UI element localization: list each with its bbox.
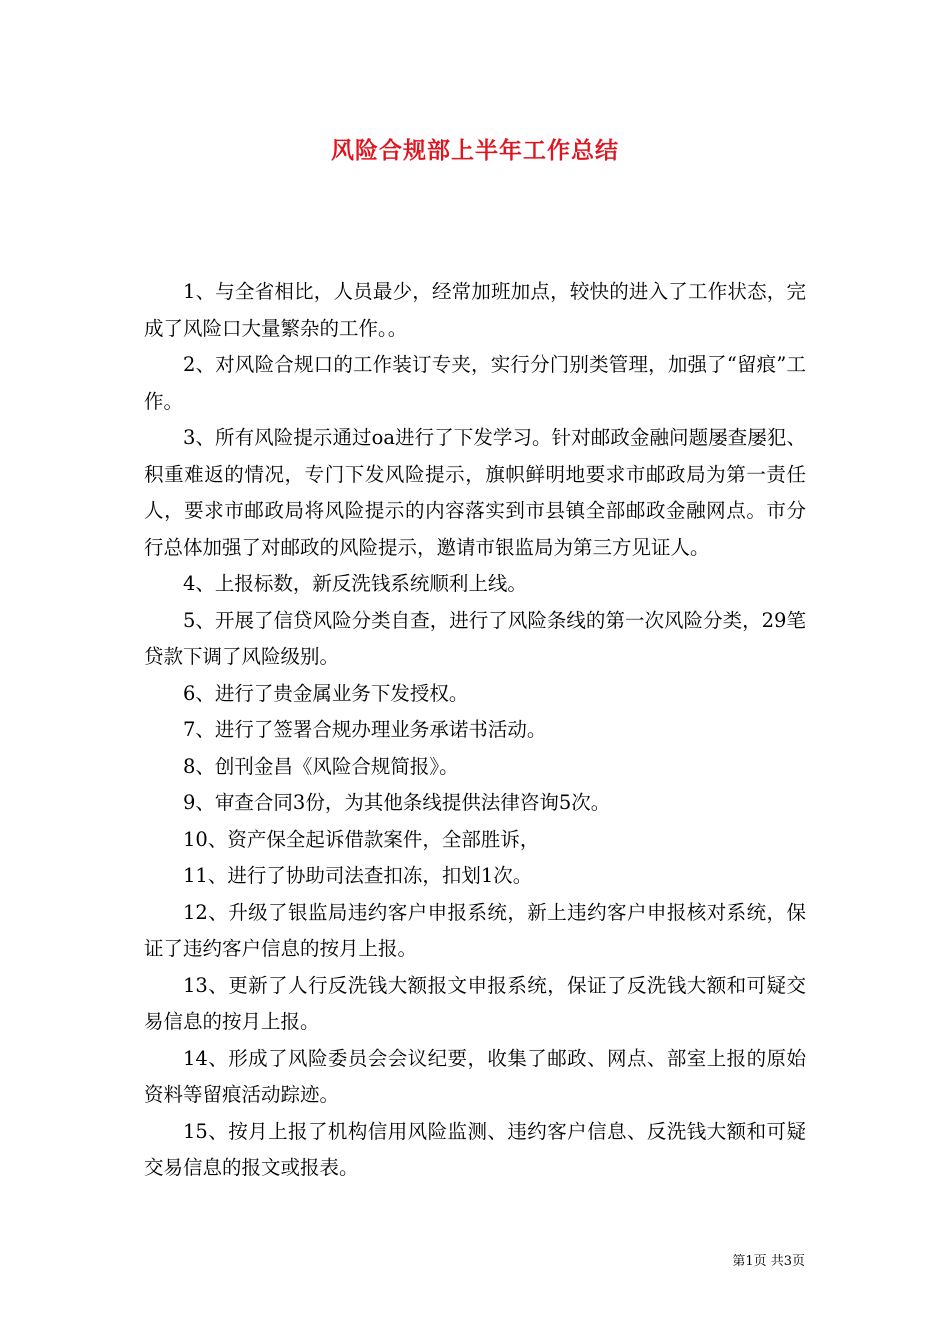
paragraph-4: 4、上报标数，新反洗钱系统顺利上线。 <box>183 572 527 595</box>
paragraph-15: 15、按月上报了机构信用风险监测、违约客户信息、反洗钱大额和可疑交易信息的报文或报表。 <box>144 1119 806 1179</box>
paragraph-14: 14、形成了风险委员会会议纪要，收集了邮政、网点、部室上报的原始资料等留痕活动踪迹。 <box>144 1046 806 1106</box>
paragraph-9: 9、审查合同3份，为其他条线提供法律咨询5次。 <box>183 791 611 814</box>
document-title: 风险合规部上半年工作总结 <box>331 138 619 164</box>
paragraph-12: 12、升级了银监局违约客户申报系统，新上违约客户申报核对系统，保证了违约客户信息的按月上报。 <box>144 900 806 960</box>
paragraph-7: 7、进行了签署合规办理业务承诺书活动。 <box>183 718 547 741</box>
document-body <box>144 274 806 1187</box>
paragraph-8: 8、创刊金昌《风险合规简报》。 <box>183 754 459 778</box>
paragraph-10: 10、资产保全起诉借款案件，全部胜诉， <box>183 827 540 851</box>
paragraph-13: 13、更新了人行反洗钱大额报文申报系统，保证了反洗钱大额和可疑交易信息的按月上报。 <box>144 973 806 1033</box>
paragraph-6: 6、进行了贵金属业务下发授权。 <box>183 681 469 705</box>
page-number-footer: 第1页 共3页 <box>732 1254 805 1269</box>
paragraph-5: 5、开展了信贷风险分类自查，进行了风险条线的第一次风险分类，29笔贷款下调了风险级别。 <box>144 608 806 668</box>
paragraph-2: 2、对风险合规口的工作装订专夹，实行分门别类管理，加强了“留痕”工作。 <box>144 353 806 413</box>
paragraph-3: 3、所有风险提示通过oa进行了下发学习。针对邮政金融问题屡查屡犯、积重难返的情况，专门下发风险提示，旗帜鲜明地要求市邮政局为第一责任人，要求市邮政局将风险提示的内容落实到市县镇全部邮政金融网点。市分行总体加强了对邮政的风险提示，邀请市银监局为第三方见证人。 <box>144 426 806 559</box>
paragraph-1: 1、与全省相比，人员最少，经常加班加点，较快的进入了工作状态，完成了风险口大量繁杂的工作。。 <box>144 280 806 340</box>
paragraph-11: 11、进行了协助司法查扣冻，扣划1次。 <box>183 864 533 887</box>
